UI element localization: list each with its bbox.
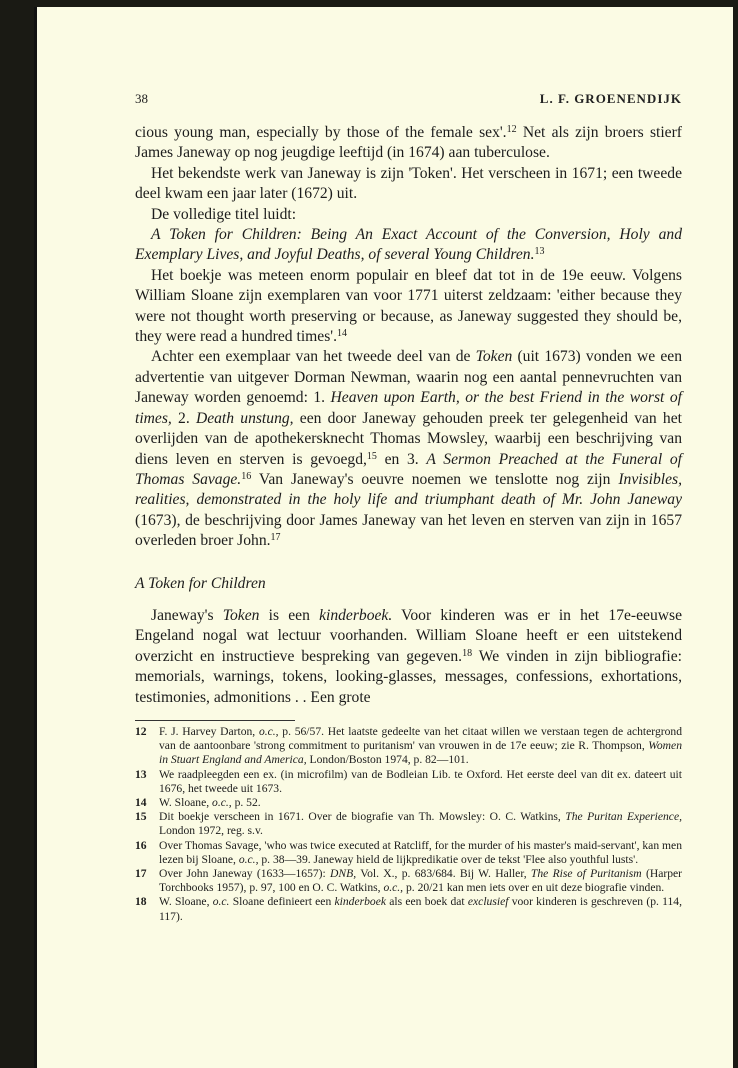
text-run: Achter een exemplaar van het tweede deel van de: [151, 348, 476, 366]
footnote: [135, 839, 682, 867]
footnote: [135, 725, 682, 768]
footnotes: [135, 725, 682, 924]
text-run: London 1972, reg. s.v.: [159, 824, 263, 838]
footnote-ref: 18: [462, 647, 473, 659]
footnote-number: 12: [135, 724, 147, 738]
footnote-text: [159, 867, 682, 895]
italic-text: exclusief: [467, 895, 509, 909]
page-number: 38: [135, 91, 148, 106]
text-run: voor kinderen is geschreven (p. 114, 117).: [159, 895, 682, 923]
text-run: We raadpleegden een ex. (in microfilm) van de Bodleian Lib. te Oxford. Het eerste deel van dit ex. dateert uit 1676, het tweede uit 1673.: [159, 767, 682, 795]
footnote-ref: 15: [366, 450, 377, 462]
text-run: Over Thomas Savage, 'who was twice executed at Ratcliff, for the murder of his master's maid-servant', kan men lezen bij Sloane,: [159, 838, 682, 866]
footnote-ref: 16: [241, 470, 252, 482]
footnote-text: [159, 839, 682, 867]
paragraph: [135, 164, 682, 205]
footnote-rule: [135, 720, 295, 721]
text-run: Voor kinderen was er in het 17e-eeuwse Engeland nogal wat lectuur voorhanden. William Sloane heeft er een uitstekend overzicht en instructieve bespreking van gegeven.: [135, 606, 682, 665]
text-run: p. 52.: [231, 795, 261, 809]
text-run: p. 56/57. Het laatste gedeelte van het citaat willen we verstaan tegen de achtergrond van de aantoonbare 'strong commitment to puritanism' van vrouwen in de 17e eeuw; zie R. Thompson,: [159, 724, 682, 753]
text-run: Janeway's: [151, 606, 223, 624]
text-run: Vol. X., p. 683/684. Bij W. Haller,: [356, 867, 531, 880]
footnote-number: 18: [135, 895, 147, 909]
italic-text: kinderboek: [334, 895, 387, 909]
italic-text: The Puritan Experience,: [565, 810, 682, 824]
italic-text: Token: [222, 606, 260, 624]
text-run: Over John Janeway (1633—1657):: [159, 867, 331, 880]
text-run: We vinden in zijn bibliografie: memorials, warnings, tokens, looking-glasses, messages, confessions, exhortations, testimonies, admonitions . . Een grote: [135, 647, 682, 706]
paragraph: [135, 606, 682, 708]
text-run: p. 38—39. Janeway hield de lijkpredikatie over de tekst 'Flee also youthful lusts'.: [258, 852, 639, 866]
text-run: W. Sloane,: [159, 895, 213, 909]
italic-text: kinderboek.: [319, 606, 393, 624]
body-text-part-1: [135, 123, 682, 552]
footnote-ref: 14: [336, 328, 347, 340]
footnote-ref: 17: [270, 532, 281, 544]
footnote-number: 14: [135, 795, 147, 809]
italic-text: o.c.,: [258, 724, 279, 738]
text-run: Van Janeway's oeuvre noemen we tenslotte nog zijn: [251, 470, 619, 488]
footnote-number: 16: [135, 838, 147, 852]
text-run: een door Janeway gehouden preek ter gelegenheid van het overlijden van de apothekersknecht Thomas Mowsley, waarbij een beschrijving van diens leven en sterven is gevoegd,: [135, 409, 682, 468]
body-text-part-2: [135, 606, 682, 708]
text-run: p. 20/21 kan men iets over en uit deze biografie vinden.: [403, 881, 665, 895]
footnote-number: 15: [135, 810, 147, 824]
footnote-text: [159, 725, 682, 768]
text-run: (uit 1673) vonden we een advertentie van uitgever Dorman Newman, waarin nog een aantal pennevruchten van Janeway worden genoemd: 1.: [135, 348, 682, 407]
section-heading: A Token for Children: [135, 574, 266, 592]
text-run: Net als zijn broers stierf James Janeway op nog jeugdige leeftijd (in 1674) aan tuberculose.: [135, 124, 682, 162]
page-body: [135, 123, 682, 924]
footnote-number: 13: [135, 767, 147, 781]
italic-text: Heaven upon Earth, or the best Friend in the worst of times,: [135, 389, 682, 427]
text-run: Sloane definieert een: [229, 895, 335, 909]
italic-text: o.c.,: [238, 852, 259, 866]
running-head-author: L. F. GROENENDIJK: [539, 91, 682, 106]
paragraph: [135, 205, 682, 225]
text-run: Het bekendste werk van Janeway is zijn 'Token'. Het verscheen in 1671; een tweede deel kwam een jaar later (1672) uit.: [135, 164, 682, 203]
paragraph: [135, 347, 682, 551]
book-page: [34, 7, 733, 1068]
italic-text: The Rise of Puritanism: [530, 867, 642, 880]
text-run: London/Boston 1974, p. 82—101.: [306, 753, 469, 767]
footnote: [135, 867, 682, 895]
footnote: [135, 768, 682, 796]
footnote-text: [159, 895, 682, 923]
footnote-ref: 12: [506, 124, 517, 135]
text-run: F. J. Harvey Darton,: [159, 724, 259, 738]
text-run: cious young man, especially by those of the female sex'.: [135, 124, 507, 141]
italic-text: A Token for Children: Being An Exact Account of the Conversion, Holy and Exemplary Lives, and Joyful Deaths, of several Young Children.: [135, 226, 682, 264]
italic-text: o.c.,: [212, 795, 232, 809]
footnote-text: [159, 768, 682, 796]
footnote: [135, 810, 682, 838]
text-run: is een: [259, 606, 320, 624]
text-run: W. Sloane,: [159, 795, 213, 809]
paragraph: [135, 266, 682, 348]
text-run: Het boekje was meteen enorm populair en bleef dat tot in de 19e eeuw. Volgens William Sloane zijn exemplaren van voor 1771 uiterst zeldzaam: 'either because they were not thought worth preserving or because, as Janeway suggested they should be, they were read a hundred times'.: [135, 266, 682, 346]
footnote-number: 17: [135, 867, 147, 880]
italic-text: Women in Stuart England and America,: [159, 739, 682, 767]
italic-text: Death unstung,: [195, 409, 294, 427]
text-run: (1673), de beschrijving door James Janeway van het leven en sterven van zijn in 1657 overleden broer John.: [135, 511, 682, 550]
paragraph: [135, 225, 682, 266]
text-run: 2.: [171, 409, 196, 427]
italic-text: o.c.: [212, 895, 230, 909]
paragraph: [135, 123, 682, 164]
text-run: Dit boekje verscheen in 1671. Over de biografie van Th. Mowsley: O. C. Watkins,: [159, 810, 566, 824]
italic-text: Invisibles, realities, demonstrated in the holy life and triumphant death of Mr. John Janeway: [135, 470, 682, 509]
text-run: (Harper Torchbooks 1957), p. 97, 100 en O. C. Watkins,: [159, 867, 682, 895]
footnote: [135, 796, 682, 810]
footnote-ref: 13: [534, 246, 545, 258]
text-run: en 3.: [376, 450, 427, 468]
footnote-text: [159, 810, 682, 838]
italic-text: DNB,: [330, 867, 357, 880]
italic-text: o.c.,: [383, 881, 404, 895]
italic-text: Token: [475, 348, 513, 366]
text-run: De volledige titel luidt:: [151, 205, 297, 223]
italic-text: A Sermon Preached at the Funeral of Thomas Savage.: [135, 450, 682, 488]
footnote-text: [159, 796, 682, 810]
footnote: [135, 895, 682, 923]
text-run: als een boek dat: [386, 895, 468, 909]
